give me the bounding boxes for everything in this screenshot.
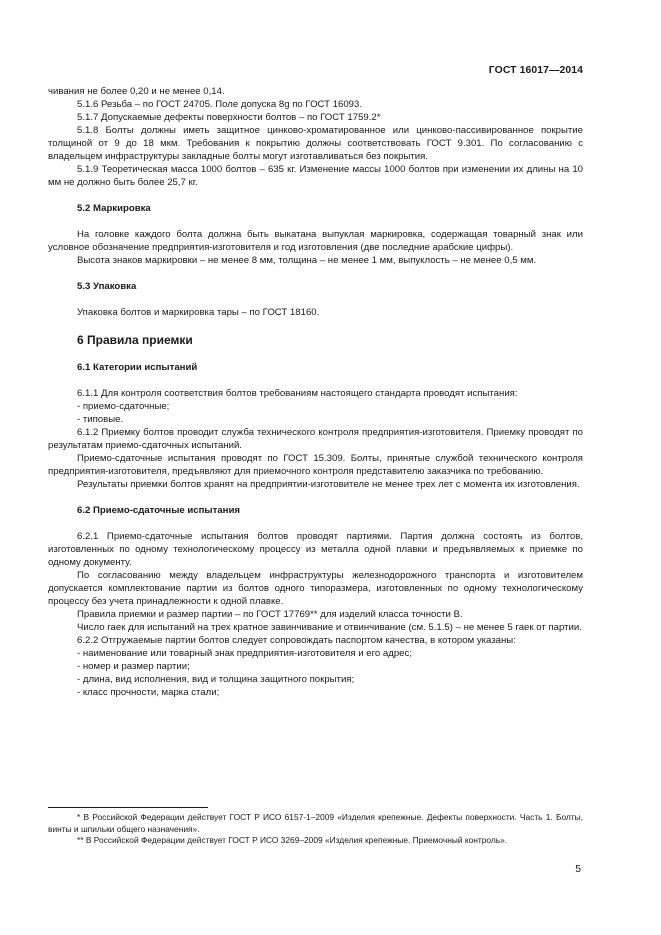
clause-5-1-7: 5.1.7 Допускаемые дефекты поверхности болтов – по ГОСТ 1759.2*	[77, 112, 381, 123]
standard-header: ГОСТ 16017—2014	[488, 65, 583, 76]
footnote-separator	[48, 807, 208, 808]
section-heading-6: 6 Правила приемки	[77, 333, 193, 347]
list-item: - наименование или товарный знак предприятия-изготовителя и его адрес;	[77, 648, 412, 659]
section-heading-6-2: 6.2 Приемо-сдаточные испытания	[77, 505, 240, 516]
clause-5-1-9: 5.1.9 Теоретическая масса 1000 болтов – 635 кг. Изменение массы 1000 болтов при изменении их длины на 10 мм не должно быть более 25,7 кг.	[48, 164, 583, 188]
section-heading-5-3: 5.3 Упаковка	[77, 281, 137, 292]
clause-5-1-6: 5.1.6 Резьба – по ГОСТ 24705. Поле допуска 8g по ГОСТ 16093.	[77, 99, 363, 110]
clause-6-1-2: 6.1.2 Приемку болтов проводит служба технического контроля предприятия-изготовителя. Приемку проводят по результатам приемо-сдаточных испытаний.	[48, 427, 583, 451]
list-item: - номер и размер партии;	[77, 661, 190, 672]
footnote-1: * В Российской Федерации действует ГОСТ Р ИСО 6157-1–2009 «Изделия крепежные. Дефекты поверхности. Часть 1. Болты, винты и шпильки общего назначения».	[48, 812, 583, 834]
clause-6-2-2: 6.2.2 Отгружаемые партии болтов следует сопровождать паспортом качества, в котором указаны:	[77, 635, 516, 646]
clause-5-2-paragraph-1: На головке каждого болта должна быть выкатана выпуклая маркировка, содержащая товарный знак или условное обозначение предприятия-изготовителя и год изготовления (две последние арабские цифры).	[48, 229, 583, 253]
list-item: - длина, вид исполнения, вид и толщина защитного покрытия;	[77, 674, 355, 685]
clause-5-1-8: 5.1.8 Болты должны иметь защитное цинково-хроматированное или цинково-пассивированное покрытие толщиной от 9 до 18 мкм. Требования к покрытию должны соответствовать ГОСТ 9.301. По согласованию с владельцем инфраструктуры закладные болты могут изготавливаться без покрытия.	[48, 125, 583, 162]
clause-5-3-paragraph: Упаковка болтов и маркировка тары – по ГОСТ 18160.	[77, 307, 320, 318]
page-number: 5	[575, 864, 581, 875]
footnotes	[48, 807, 583, 847]
clause-6-2-1-paragraph-2: По согласованию между владельцем инфраструктуры железнодорожного транспорта и изготовителем допускается комплектование партии из болтов одного типоразмера, изготовленных по одному технологическому процессу без учета принадлежности к одной плавке.	[48, 570, 583, 607]
clause-6-2-1: 6.2.1 Приемо-сдаточные испытания болтов проводят партиями. Партия должна состоять из болтов, изготовленных по одному технологическому процессу из металла одной плавки и предъявляемых к приемке по одному документу.	[48, 531, 583, 568]
clause-6-2-1-paragraph-4: Число гаек для испытаний на трех кратное завинчивание и отвинчивание (см. 5.1.5) – не менее 5 гаек от партии.	[77, 622, 582, 633]
section-heading-5-2: 5.2 Маркировка	[77, 203, 151, 214]
clause-5-2-paragraph-2: Высота знаков маркировки – не менее 8 мм, толщина – не менее 1 мм, выпуклость – не менее 0,5 мм.	[77, 255, 537, 266]
clause-6-1-2-paragraph-3: Результаты приемки болтов хранят на предприятии-изготовителе не менее трех лет с момента их изготовления.	[77, 479, 580, 490]
list-item: - типовые.	[77, 414, 124, 425]
footnote-2: ** В Российской Федерации действует ГОСТ Р ИСО 3269–2009 «Изделия крепежные. Приемочный контроль».	[77, 835, 508, 846]
page-body	[48, 85, 583, 699]
clause-6-1-2-paragraph-2: Приемо-сдаточные испытания проводят по ГОСТ 15.309. Болты, принятые службой технического контроля предприятия-изготовителя, предъявляют для приемочного контроля представителю заказчика по требованию.	[48, 453, 583, 477]
paragraph-continuation: чивания не более 0,20 и не менее 0,14.	[48, 86, 225, 97]
clause-6-2-1-paragraph-3: Правила приемки и размер партии – по ГОСТ 17769** для изделий класса точности В.	[77, 609, 463, 620]
section-heading-6-1: 6.1 Категории испытаний	[77, 362, 198, 373]
list-item: - приемо-сдаточные;	[77, 401, 170, 412]
list-item: - класс прочности, марка стали;	[77, 687, 220, 698]
clause-6-1-1: 6.1.1 Для контроля соответствия болтов требованиям настоящего стандарта проводят испытания:	[77, 388, 518, 399]
